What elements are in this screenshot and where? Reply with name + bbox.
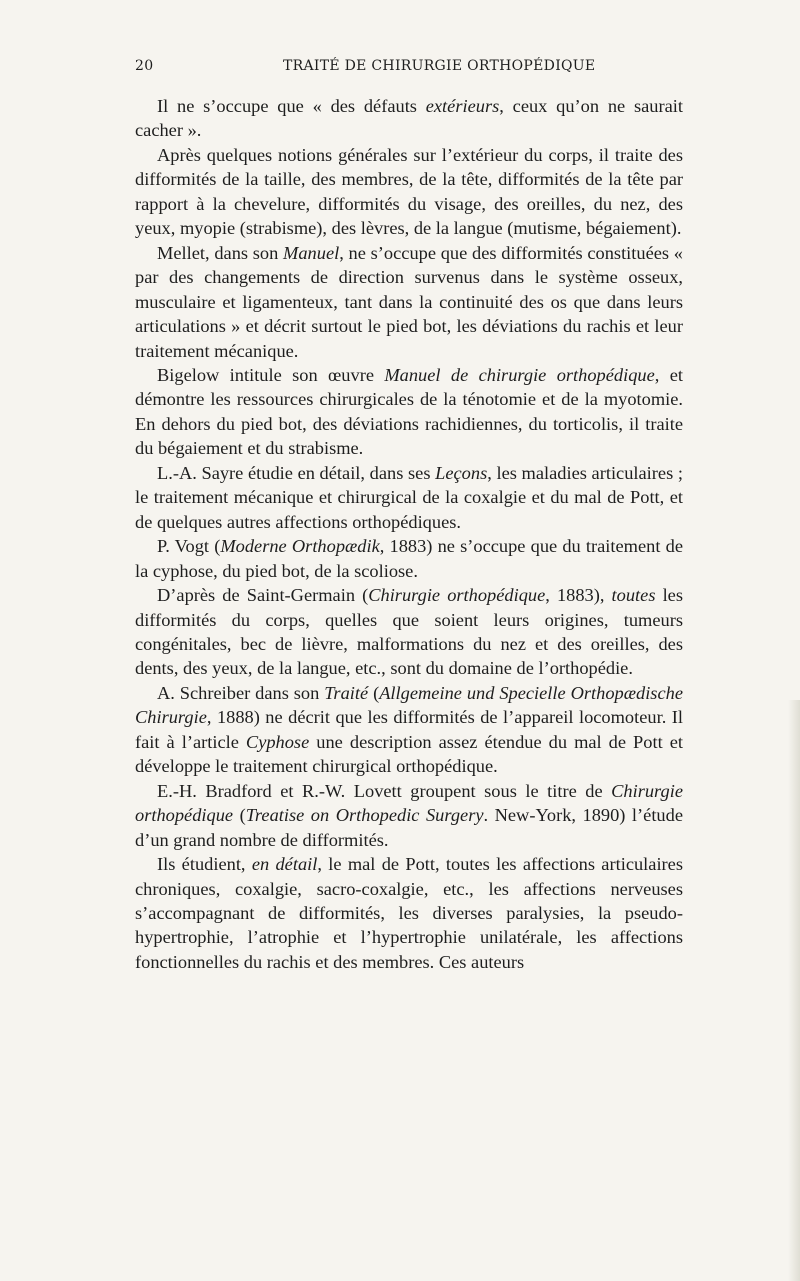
- paragraph: [135, 583, 683, 681]
- text-run: une description assez étendue du mal de Pott et développe le traitement chirurgical orthopédique.: [135, 731, 683, 777]
- italic-text: Leçons: [435, 462, 488, 483]
- text-run: (: [368, 682, 380, 703]
- text-run: P. Vogt (: [157, 536, 221, 557]
- running-head: [0, 58, 800, 80]
- italic-text: Chirurgie orthopédique: [368, 585, 546, 606]
- paragraph: [135, 779, 683, 852]
- italic-text: Chirurgie orthopédique: [135, 780, 683, 826]
- text-run: E.-H. Bradford et R.-W. Lovett groupent sous le titre de: [157, 780, 612, 801]
- italic-text: Treatise on Orthopedic Surgery: [245, 805, 484, 826]
- text-run: , et démontre les ressources chirurgicales de la ténotomie et de la myotomie. En dehors du pied bot, des déviations rachidiennes, du torticolis, il traite du bégaiement et du strabisme.: [135, 364, 683, 459]
- text-run: , les maladies articulaires ; le traitement mécanique et chirurgical de la coxalgie et du mal de Pott, et de quelques autres affections orthopédiques.: [135, 462, 683, 532]
- text-run: D’après de Saint-Germain (: [157, 585, 369, 606]
- italic-text: Allgemeine und Specielle Orthopædische Chirurgie: [135, 682, 683, 728]
- text-run: Mellet, dans son: [157, 242, 284, 263]
- page-number: 20: [135, 58, 154, 74]
- italic-text: Traité: [324, 682, 369, 703]
- paragraph: [135, 94, 683, 143]
- text-run: L.-A. Sayre étudie en détail, dans ses: [157, 462, 436, 483]
- paragraph: [135, 143, 683, 241]
- italic-text: extérieurs: [425, 96, 500, 116]
- text-run: (: [233, 805, 246, 826]
- text-run: , le mal de Pott, toutes les affections articulaires chroniques, coxalgie, sacro-coxalgie, etc., les affections nerveuses s’accompagnant de difformités, les diverses paralysies, la pseudo-hypertrophie, l’atrophie et l’hypertrophie unilatérale, les affections fonctionnelles du rachis et des membres. Ces auteurs: [135, 854, 683, 972]
- paragraph: [135, 363, 683, 461]
- text-run: Bigelow intitule son œuvre: [157, 364, 385, 385]
- italic-text: Manuel de chirurgie orthopédique: [384, 364, 655, 385]
- text-run: Il ne s’occupe que « des défauts: [157, 96, 426, 116]
- paragraph: [135, 852, 683, 974]
- text-run: les difformités du corps, quelles que soient leurs origines, tumeurs congénitales, bec de lièvre, malformations du nez et des oreilles, des dents, des yeux, de la langue, etc., sont du domaine de l’orthopédie.: [135, 585, 684, 679]
- italic-text: Cyphose: [245, 731, 310, 752]
- italic-text: en détail: [251, 854, 318, 875]
- page-edge-shadow: [788, 700, 800, 1281]
- text-run: , 1888) ne décrit que les difformités de l’appareil locomoteur. Il fait à l’article: [135, 707, 683, 752]
- paragraph: [135, 534, 683, 583]
- italic-text: Manuel: [283, 242, 340, 263]
- paragraph: [135, 461, 683, 534]
- text-run: , 1883) ne s’occupe que du traitement de la cyphose, du pied bot, de la scoliose.: [135, 536, 683, 581]
- text-run: , 1883),: [545, 585, 612, 606]
- text-run: , ne s’occupe que des difformités constituées « par des changements de direction survenus dans le système osseux, musculaire et ligamenteux, tant dans la continuité des os que dans leurs articulations » et décrit surtout le pied bot, les déviations du rachis et leur traitement mécanique.: [135, 242, 683, 361]
- text-run: . New-York, 1890) l’étude d’un grand nombre de difformités.: [135, 805, 683, 850]
- text-run: Ils étudient,: [157, 854, 252, 875]
- italic-text: Moderne Orthopædik: [220, 536, 380, 557]
- running-title: TRAITÉ DE CHIRURGIE ORTHOPÉDIQUE: [283, 58, 596, 74]
- italic-text: toutes: [611, 585, 656, 606]
- text-run: , ceux qu’on ne saurait cacher ».: [135, 96, 683, 141]
- body-text: [135, 94, 683, 974]
- paragraph: [135, 681, 683, 779]
- text-run: Après quelques notions générales sur l’extérieur du corps, il traite des difformités de la taille, des membres, de la tête, difformités de la tête par rapport à la chevelure, difformités du visage, des oreilles, du nez, des yeux, myopie (strabisme), des lèvres, de la langue (mutisme, bégaiement).: [135, 144, 683, 239]
- text-run: A. Schreiber dans son: [157, 682, 325, 703]
- paragraph: [135, 241, 683, 363]
